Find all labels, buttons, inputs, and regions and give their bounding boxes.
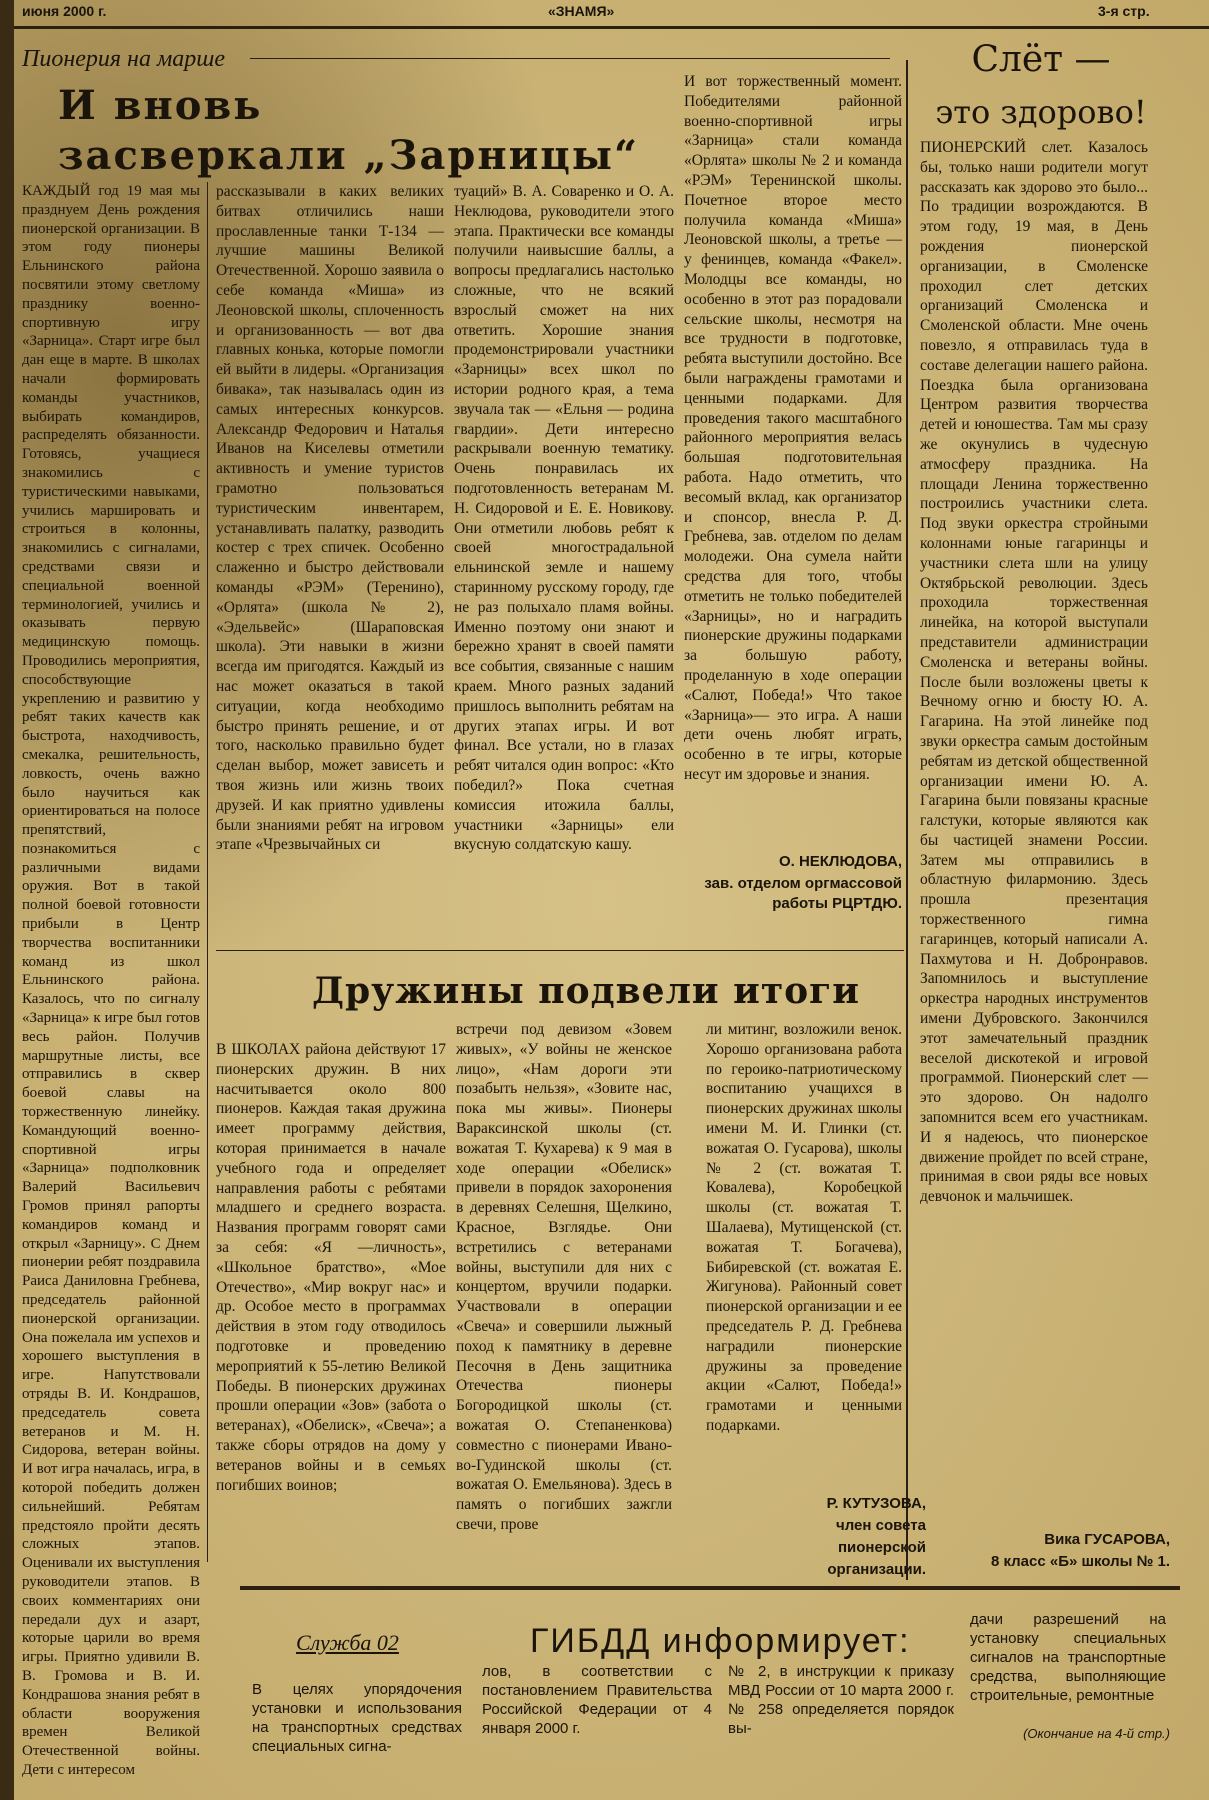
article1-title-line2: засверкали „Зарницы“	[58, 132, 639, 179]
rubric-sluzhba: Служба 02	[296, 1630, 399, 1655]
article2-column-1: В ШКОЛАХ района действуют 17 пионерских дружин. В них насчитывается около 800 пионеров. Каждая такая дружина имеет программу действия, которая принимается в начале учебного года и определяет направления работы с ребятами младшего и среднего возраста. Названия программ говорят сами за себя: «Я —личность», «Школьное братство», «Мое Отечество», «Мир вокруг нас» и др. Особое место в программах действия в этом году отводилось подготовке и проведению мероприятий к 55-летию Великой Победы. В пионерских дружинах прошли операции «Зов» (забота о ветеранах), «Обелиск», «Свеча»; а также сборы отрядов на дому у ветеранов войны и в семьях погибших воинов;	[216, 1041, 446, 1494]
article-separator	[216, 950, 904, 951]
continued-note: (Окончание на 4-й стр.)	[1023, 1726, 1170, 1741]
binding-edge	[0, 0, 14, 1800]
article3-title-line1: Слёт —	[971, 39, 1111, 80]
article4-title: ГИБДД информирует:	[530, 1622, 911, 1660]
article3-author-role: 8 класс «Б» школы № 1.	[990, 1553, 1170, 1570]
page-number: 3-я стр.	[1098, 3, 1150, 19]
article2-author-role-3: организации.	[827, 1561, 926, 1578]
article1-column-3: туаций» В. А. Соваренко и О. А. Неклюдова, руководители этого этапа. Практически все команды получили наивысшие баллы, а вопросы предлагались настолько сложные, что не всякий взрослый сможет на них ответить. Хорошие знания продемонстрировали участники «Зарницы» всех школ по истории родного края, а тема звучала так — «Ельня — родина гвардии». Дети интересно раскрывали военную тематику. Очень понравилась их подготовленность ветеранам М. Н. Сидоровой и Е. Е. Новикову. Они отметили любовь ребят к своей многострадальной ельнинской земле и нашему старинному русскому городу, где не раз полыхало пламя войны. Именно поэтому они знают и бережно хранят в своей памяти все события, связанные с нашим краем. Много разных заданий пришлось выполнить ребятам на других этапах игры. И вот финал. Все устали, но в глазах ребят читался один вопрос: «Кто победил?» Пока счетная комиссия итожила баллы, участники «Зарницы» ели вкусную солдатскую кашу.	[454, 183, 674, 854]
article3-author: Вика ГУСАРОВА,	[1044, 1531, 1170, 1548]
column-rule-right	[906, 60, 908, 1580]
article4-column-1: В целях упорядочения установки и использования на транспортных средствах специальных сигна-	[252, 1681, 462, 1755]
article2-column-2: встречи под девизом «Зовем живых», «У войны не женское лицо», «Нам дороги эти позабыть нельзя», «Зовите нас, пока мы живы». Пионеры Вараксинской школы (ст. вожатая Т. Кухарева) к 9 мая в ходе операции «Обелиск» привели в порядок захоронения в деревнях Селешня, Щелкино, Красное, Взглядье. Они встретились с ветеранами войны, выступили для них с концертом, вручили подарки. Участвовали в операции «Свеча» и совершили лыжный поход к памятнику в деревне Песочня в День защитника Отечества пионеры Богородицкой школы (ст. вожатая О. Степаненкова) совместно с пионерами Ивано-во-Гудинской школы (ст. вожатая О. Емельянова). Здесь в память о погибших зажгли свечи, прове	[456, 1021, 672, 1533]
article2-author: Р. КУТУЗОВА,	[826, 1495, 926, 1512]
issue-date: июня 2000 г.	[22, 3, 107, 19]
article4-column-4: дачи разрешений на установку специальных сигналов на транспортные средства, выполняющие строительные, ремонтные	[970, 1611, 1166, 1704]
article1-author-role: зав. отделом оргмассовой работы РЦРТДЮ.	[704, 875, 902, 912]
article1-column-2: рассказывали в каких великих битвах отличились наши прославленные танки Т-134 — лучшие машины Великой Отечественной. Хорошо заявила о себе команда «Миша» из Леоновской школы, сплоченность и организованность — вот два главных конька, которые помогли ей выйти в лидеры. «Организация бивака», так называлась один из самых интересных конкурсов. Александр Федорович и Наталья Иванов на Киселевы отметили активность и умение туристов грамотно пользоваться туристическим инвентарем, устанавливать палатку, разводить костер с трех спичек. Особенно слаженно и быстро действовали команды «РЭМ» (Теренино), «Орлята» (школа № 2), «Эдельвейс» (Шараповская школа). Эти навыки в жизни всегда им пригодятся. Каждый из нас может оказаться в такой ситуации, когда необходимо быстро принять решение, и от того, насколько правильно будет сделан выбор, может зависеть и твоя жизнь или жизнь твоих друзей. И как приятно удивлены были знаниями ребят на игровом этапе «Чрезвычайных си	[216, 183, 444, 854]
article4-column-3: № 2, в инструкции к приказу МВД России от 10 марта 2000 г. № 258 определяется порядок вы-	[728, 1663, 954, 1737]
rubric-rule	[250, 58, 890, 59]
article1-author: О. НЕКЛЮДОВА,	[778, 853, 902, 870]
article3-body: ПИОНЕРСКИЙ слет. Казалось бы, только наши родители могут рассказать как здорово это было... По традиции возрождаются. В этом году, 19 мая, в День рождения пионерской организации, в Смоленске проходил слет детских организаций Смоленска и Смоленской области. Мне очень повезло, я отправилась туда в составе делегации нашего района. Поездка была организована Центром развития творчества детей и юношества. Там мы сразу же окунулись в чудесную атмосферу праздника. На площади Ленина торжественно построились участники слета. Под звуки оркестра стройными колоннами юные гагаринцы и участники слета шли на улицу Октябрьской революции. Здесь проходила торжественная линейка, на которой выступали представители администрации Смоленска и ветераны войны. После были возложены цветы к Вечному огню и бюсту Ю. А. Гагарина. На этой линейке под звуки оркестра самым достойным ребятам из детской общественной организации имени Ю. А. Гагарина были повязаны красные галстуки, которые являются как бы частицей знамени России. Затем мы отправились в областную филармонию. Здесь прошла презентация торжественного гимна гагаринцев, который написали А. Пахмутова и Н. Добронравов. Запомнилось и выступление оркестра народных инструментов имени Дубровского. Закончился этот замечательный праздник веселой дискотекой и игровой программой. Пионерский слет — это здорово. Он надолго запомнится всем его участникам. И я надеюсь, что пионерское движение пройдет по всей стране, принимая в свои ряды все новых девчонок и мальчишек.	[920, 139, 1148, 1206]
bottom-thick-rule	[240, 1586, 1180, 1590]
article2-author-role-2: пионерской	[837, 1539, 926, 1556]
newspaper-name: «ЗНАМЯ»	[548, 3, 615, 19]
article1-column-4: И вот торжественный момент. Победителями районной военно-спортивной игры «Зарница» стали команда «Орлята» школы № 2 и команда «РЭМ» Теренинской школы. Почетное второе место получила команда «Миша» Леоновской школы, а третье — у фенинцев, команда «Факел». Молодцы все команды, но особенно в этот раз порадовали сельские школы, несмотря на все трудности в подготовке, ребята выступили достойно. Все были награждены грамотами и ценными подарками. Для проведения такого масштабного районного мероприятия велась большая подготовительная работа. Надо отметить, что весомый вклад, как организатор и спонсор, внесла Р. Д. Гребнева, зав. отделом по делам молодежи. Она сумела найти средства для того, чтобы отметить не только победителей «Зарницы», но и наградить пионерские дружины подарками за большую работу, проделанную в ходе операции «Салют, Победа!» Что такое «Зарница»— это игра. А наши дети очень любят играть, особенно в те игры, которые несут им здоровье и знания.	[684, 73, 902, 783]
article3-title-line2: это здорово!	[935, 93, 1147, 131]
article1-column-1: КАЖДЫЙ год 19 мая мы празднуем День рождения пионерской организации. В этом году пионеры Ельнинского района посвятили этому светлому празднику военно-спортивную игру «Зарница». Старт игре был дан еще в марте. В школах начали формировать команды участников, выбирать командиров, распределять обязанности. Готовясь, учащиеся знакомились с туристическими навыками, учились маршировать и строиться в колонны, знакомились с сигналами, средствами связи и специальной военной терминологией, учились и оказывать первую медицинскую помощь. Проводились мероприятия, способствующие укреплению и развитию у ребят таких качеств как быстрота, находчивость, смекалка, решительность, ловкость, очень важно было научиться как ориентироваться на полосе препятствий, познакомиться с различными видами оружия. Вот в такой полной боевой готовности прибыли в Центр творчества воспитанники команд из школ Ельнинского района. Казалось, что по сигналу «Зарница» к игре был готов весь район. Получив маршрутные листы, все отправились в сквер боевой славы на торжественную линейку. Командующий военно-спортивной игры «Зарница» подполковник Валерий Васильевич Громов принял рапорты командиров команд и открыл «Зарницу». С Днем пионерии ребят поздравила Раиса Даниловна Гребнева, председатель районной пионерской организации. Она пожелала им успехов и хорошего выступления в игре. Напутствовали отряды В. И. Кондрашов, председатель совета ветеранов и М. Н. Сидорова, ветеран войны. И вот игра началась, игра, в которой победить должен сильнейший. Ребятам предстояло пройти десять сложных этапов. Оценивали их выступления руководители этапов. В своих комментариях они передали дух и азарт, которые царили во время игры. Приятно удивили В. В. Громова и В. И. Кондрашова знания ребят в области вооружения времен Великой Отечественной войны. Дети с интересом	[22, 183, 200, 1778]
article1-title-line1: И вновь	[58, 82, 263, 129]
article2-column-3: ли митинг, возложили венок. Хорошо организована работа по героико-патриотическому воспитанию учащихся в пионерских дружинах школы имени М. И. Глинки (ст. вожатая О. Гусарова), школы № 2 (ст. вожатая Т. Ковалева), Коробецкой школы (ст. вожатая Т. Шалаева), Мутищенской (ст. вожатая Т. Богачева), Бибиревской (ст. вожатая Е. Жигунова). Районный совет пионерской организации и ее председатель Р. Д. Гребнева наградили пионерские дружины за проведение акции «Салют, Победа!» грамотами и ценными подарками.	[706, 1021, 902, 1434]
column-rule-left	[207, 182, 208, 1562]
article4-column-2: лов, в соответствии с постановлением Правительства Российской Федерации от 4 января 2000 г.	[482, 1663, 712, 1737]
article2-author-role-1: член совета	[836, 1517, 926, 1534]
rubric-pioneria: Пионерия на марше	[22, 46, 226, 72]
article2-title: Дружины подвели итоги	[312, 970, 860, 1012]
page-header	[0, 0, 1209, 29]
